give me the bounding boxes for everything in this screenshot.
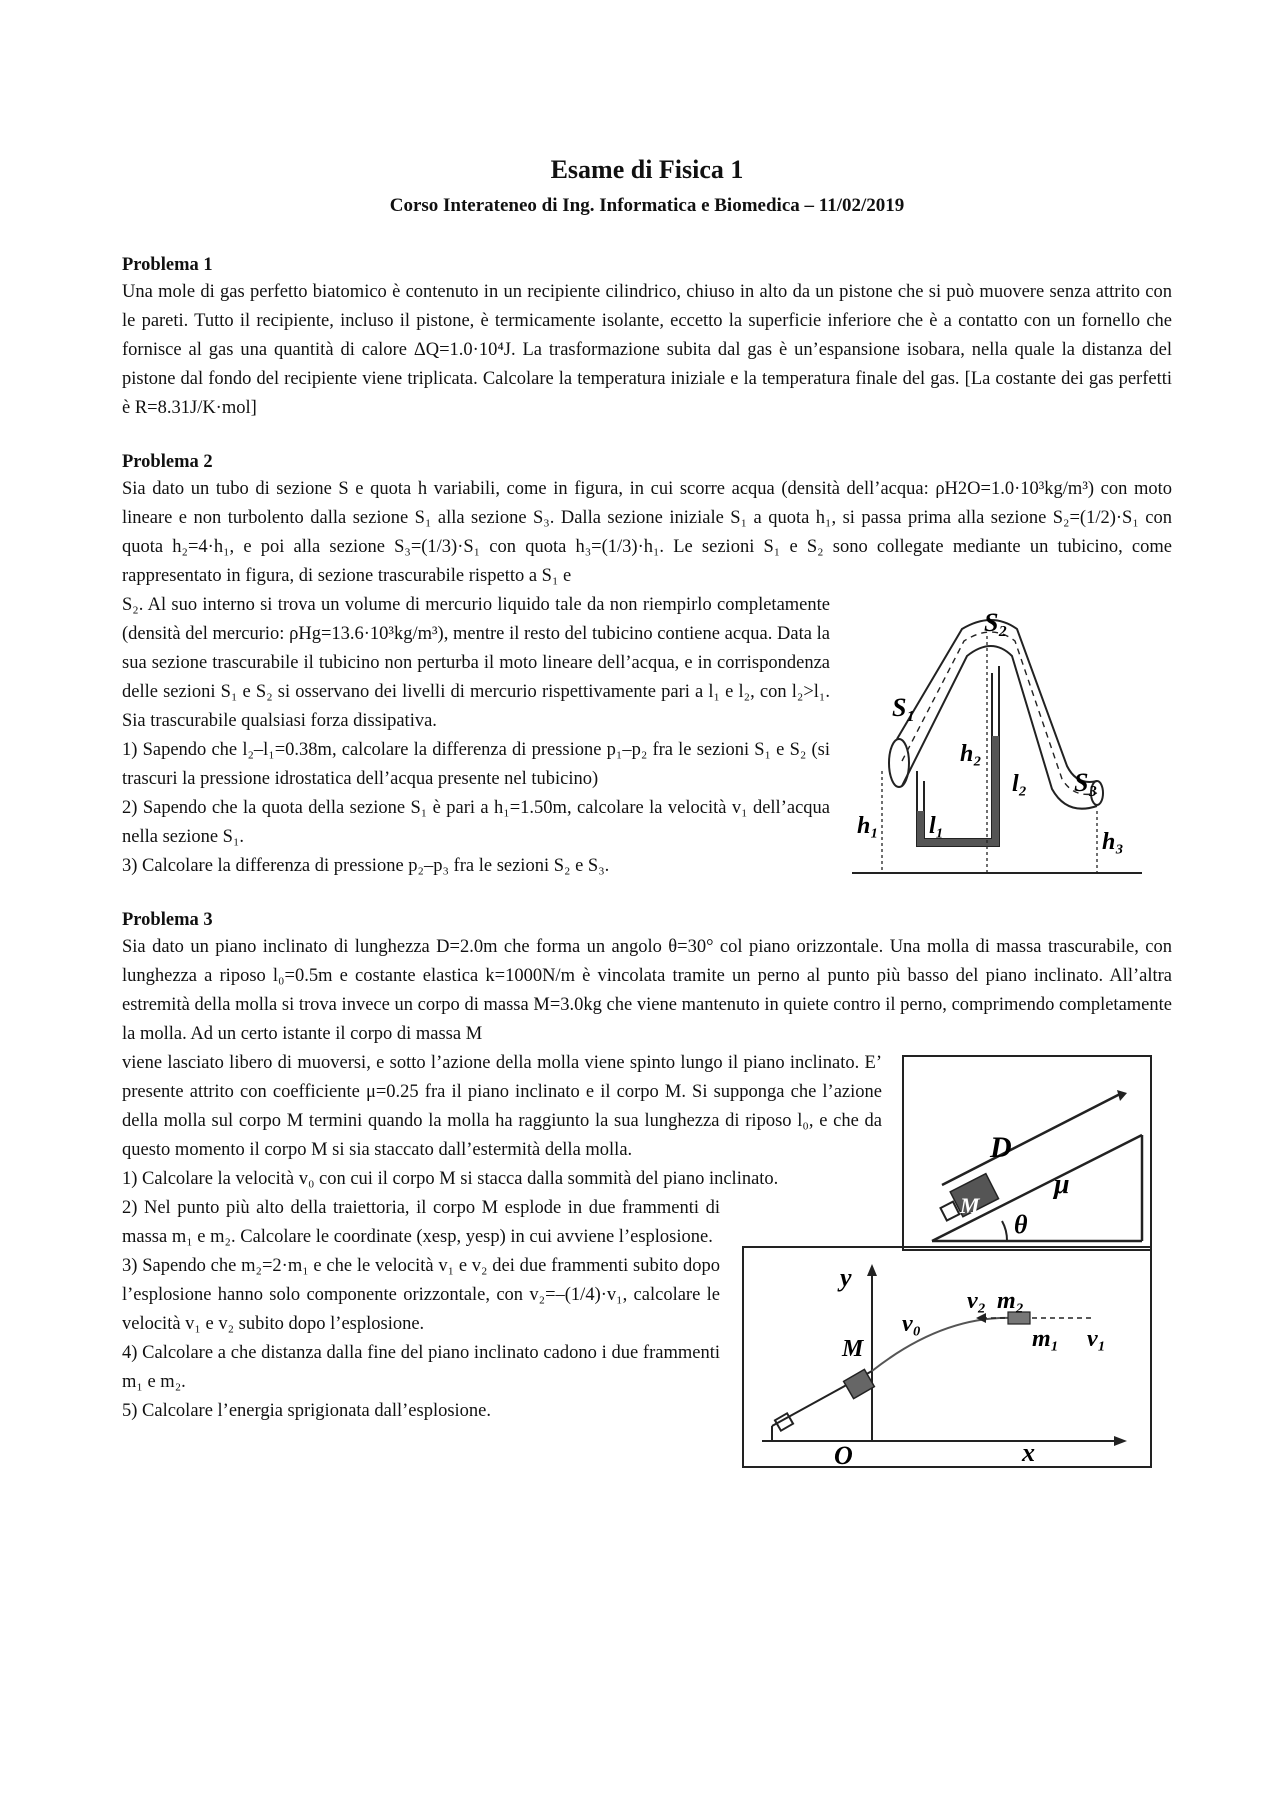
page-title: Esame di Fisica 1: [550, 155, 744, 184]
exam-page: [122, 155, 1172, 1468]
label-mu: μ: [1054, 1169, 1070, 1200]
problem-2-title: Problema 2: [122, 452, 213, 472]
label-v1: v₁: [1087, 1326, 1107, 1352]
problem-3-wrapped-text: viene lasciato libero di muoversi, e sotto l’azione della molla viene spinto lungo il piano inclinato. E’ presente attrito con coefficiente μ=0.25 fra il piano inclinato e il corpo M. Si supponga che l’azione della molla sul corpo M termini quando la molla ha raggiunto la sua lunghezza di riposo l₀, e che da questo momento il corpo M si sia staccato dall’estermità della molla.: [122, 1053, 882, 1160]
problem-2: [122, 452, 1172, 881]
problem-1-title: Problema 1: [122, 255, 213, 275]
label-s2: S₂: [984, 611, 1008, 637]
label-h1: h₁: [857, 813, 879, 839]
label-h3: h₃: [1102, 829, 1124, 855]
problem-3-question-3: 3) Sapendo che m₂=2·m₁ e che le velocità v₁ e v₂ dei due frammenti subito dopo l’esplosione hanno solo componente orizzontale, con v₂=–(1/4)·v₁, calcolare le velocità v₁ e v₂ subito dopo l’esplosione.: [122, 1256, 720, 1334]
page-subtitle: Corso Interateneo di Ing. Informatica e Biomedica – 11/02/2019: [389, 195, 905, 216]
problem-3-question-5: 5) Calcolare l’energia sprigionata dall’esplosione.: [122, 1401, 492, 1421]
problem-2-question-1: 1) Sapendo che l₂–l₁=0.38m, calcolare la differenza di pressione p₁–p₂ fra le sezioni S₁ e S₂ (si trascuri la pressione idrostatica dell’acqua presente nel tubicino): [122, 740, 830, 789]
label-x: x: [1022, 1438, 1035, 1467]
incline-figure: [902, 1055, 1152, 1251]
label-v2: v₂: [967, 1288, 987, 1314]
label-M-incline: M: [960, 1193, 980, 1218]
problem-3-question-4: 4) Calcolare a che distanza dalla fine del piano inclinato cadono i due frammenti m₁ e m₂.: [122, 1343, 720, 1392]
label-l2: l₂: [1012, 771, 1028, 797]
trajectory-figure: [742, 1246, 1152, 1468]
problem-2-wrap: [122, 591, 1172, 881]
tube-figure: [852, 611, 1142, 886]
label-O: O: [834, 1441, 853, 1468]
label-h2: h₂: [960, 741, 982, 767]
label-m1: m₁: [1032, 1326, 1060, 1352]
label-v0: v₀: [902, 1311, 922, 1337]
problem-3-wrap: [122, 1049, 1172, 1468]
label-theta: θ: [1014, 1210, 1028, 1239]
problem-2-wrapped-text: S₂. Al suo interno si trova un volume di mercurio liquido tale da non riempirlo completamente (densità del mercurio: ρHg=13.6·10³kg/m³), mentre il resto del tubicino contiene acqua. Data la sua sezione trascurabile il tubicino non perturba il moto lineare dell’acqua, e in corrispondenza delle sezioni S₁ e S₂ si osservano dei livelli di mercurio rispettivamente pari a l₁ e l₂, con l₂>l₁. Sia trascurabile qualsiasi forza dissipativa.: [122, 595, 830, 731]
problem-1: [122, 255, 1172, 423]
problem-3-title: Problema 3: [122, 910, 213, 930]
label-s1: S₁: [892, 693, 916, 722]
problem-3-question-2: 2) Nel punto più alto della traiettoria, il corpo M esplode in due frammenti di massa m₁ e m₂. Calcolare le coordinate (xesp, yesp) in cui avviene l’esplosione.: [122, 1198, 720, 1247]
problem-2-intro: Sia dato un tubo di sezione S e quota h variabili, come in figura, in cui scorre acqua (densità dell’acqua: ρH2O=1.0·10³kg/m³) con moto lineare e non turbolento dalla sezione S₁ alla sezione S₃. Dalla sezione iniziale S₁ a quota h₁, si passa prima alla sezione S₂=(1/2)·S₁ con quota h₂=4·h₁, e poi alla sezione S₃=(1/3)·S₁ con quota h₃=(1/3)·h₁. Le sezioni S₁ e S₂ sono collegate mediante un tubicino, come rappresentato in figura, di sezione trascurabile rispetto a S₁ e: [122, 479, 1172, 586]
problem-3-intro: Sia dato un piano inclinato di lunghezza D=2.0m che forma un angolo θ=30° col piano orizzontale. Una molla di massa trascurabile, con lunghezza a riposo l₀=0.5m e costante elastica k=1000N/m è vincolata tramite un perno al punto più basso del piano inclinato. All’altra estremità della molla si trova invece un corpo di massa M=3.0kg che viene mantenuto in quiete contro il perno, comprimendo completamente la molla. Ad un certo istante il corpo di massa M: [122, 937, 1172, 1044]
problem-3-question-1: 1) Calcolare la velocità v₀ con cui il corpo M si stacca dalla sommità del piano inclinato.: [122, 1169, 779, 1189]
problem-2-question-2: 2) Sapendo che la quota della sezione S₁ è pari a h₁=1.50m, calcolare la velocità v₁ dell’acqua nella sezione S₁.: [122, 798, 830, 847]
label-y: y: [840, 1263, 852, 1292]
problem-1-text: Una mole di gas perfetto biatomico è contenuto in un recipiente cilindrico, chiuso in alto da un pistone che si può muovere senza attrito con le pareti. Tutto il recipiente, incluso il pistone, è termicamente isolante, eccetto la superficie inferiore che è a contatto con un fornello che fornisce al gas una quantità di calore ΔQ=1.0·10⁴J. La trasformazione subita dal gas è un’espansione isobara, nella quale la distanza del pistone dal fondo del recipiente viene triplicata. Calcolare la temperatura iniziale e la temperatura finale del gas. [La costante dei gas perfetti è R=8.31J/K·mol]: [122, 282, 1172, 418]
label-l1: l₁: [929, 813, 945, 839]
problem-3: [122, 910, 1172, 1468]
problem-2-question-3: 3) Calcolare la differenza di pressione p₂–p₃ fra le sezioni S₂ e S₃.: [122, 856, 610, 876]
label-D: D: [990, 1131, 1012, 1164]
label-M-traj: M: [842, 1336, 864, 1362]
label-m2: m₂: [997, 1288, 1025, 1314]
label-s3: S₃: [1074, 768, 1098, 797]
